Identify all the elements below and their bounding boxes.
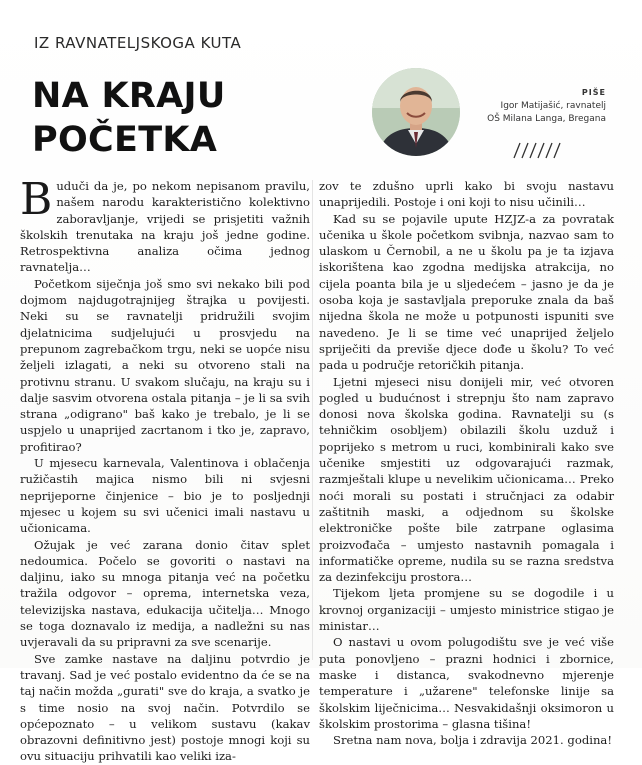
decorative-slashes-icon [508, 140, 568, 160]
section-label: IZ RAVNATELJSKOGA KUTA [34, 34, 242, 52]
author-name: Igor Matijašić, ravnatelj [500, 101, 606, 111]
author-school: OŠ Milana Langa, Bregana [487, 114, 606, 124]
author-label: PIŠE [581, 88, 606, 97]
article-paragraph: Ožujak je već zarana donio čitav splet nedoumica. Počelo se govoriti o nastavi na daljinu, iako su mnoga pitanja već na početku tražila odgovor – oprema, internetska veza, televizijska nastava, edukacija učitelja… Mnogo se toga doznavalo iz medija, a nadležni su nas uvjeravali da su pripravni za sve scenarije. [20, 537, 310, 650]
title-line-1: NA KRAJU [32, 76, 226, 116]
article-paragraph: zov te zdušno uprli kako bi svoju nastavu unaprijedili. Postoje i oni koji to nisu učinili… [319, 179, 614, 210]
article-paragraph: O nastavi u ovom polugodištu sve je već više puta ponovljeno – prazni hodnici i zbornice, maske i distanca, svakodnevno mjerenje temperature i „užarene" telefonske linije sa školskim liječnicima… Nesvakidašnji oksimoron u školskim prostorima – glasna tišina! [319, 635, 614, 731]
article-paragraph: Sretna nam nova, bolja i zdravija 2021. godina! [333, 733, 612, 748]
article-column-right [319, 178, 614, 748]
article-paragraph: Kad su se pojavile upute HZJZ-a za povratak učenika u škole početkom svibnja, nazvao sam to ulaskom u Černobil, a ne u školu pa je ta izjava iskorištena kao zgodna medijska atrakcija, no cijela poanta bila je u sljedećem – jasno je da je osoba koja je sastavljala preporuke znala da baš nijedna škola ne može u potpunosti ispuniti sve navedeno. Je li se time već unaprijed željelo spriječiti da previše djece dođe u školu? To već pada u područje retoričkih pitanja. [319, 211, 614, 373]
paragraph-text: uduči da je, po nekom nepisanom pravilu, našem narodu karakteristično kolektivno zaboravljanje, vrijedi se prisjetiti važnih školskih trenutaka na kraju još jedne godine. Retrospektivna analiza očima jednog ravnatelja… [20, 179, 310, 275]
article-title [32, 74, 226, 162]
article-column-left [20, 174, 310, 765]
drop-cap: B [20, 174, 53, 225]
article-paragraph: U mjesecu karnevala, Valentinova i oblačenja ružičastih majica nismo bili ni svjesni neprijeporne činjenice – bio je to posljednji mjesec u kojem su svi učenici imali nastavu u učionicama. [20, 456, 310, 536]
author-byline [466, 88, 606, 126]
article-paragraph: Početkom siječnja još smo svi nekako bili pod dojmom najdugotrajnijeg štrajka u povijesti. Neki su se ravnatelji pridružili svojim djelatnicima sudjelujući u prosvjedu na prepunom zagrebačkom trgu, neki se uopće nisu željeli izlagati, a neki su otvoreno stali na protivnu stranu. U svakom slučaju, na kraju su i dalje sasvim otvorena ostala pitanja – je li sa svih strana „odigrano" baš kako je trebalo, je li se uspjelo u unaprijed zacrtanom i tko je, zapravo, profitirao? [20, 276, 310, 454]
column-divider [312, 180, 313, 660]
author-photo [372, 68, 460, 156]
article-paragraph: Sve zamke nastave na daljinu potvrdio je travanj. Sad je već postalo evidentno da će se na taj način možda „gurati" sve do kraja, a svatko je s time nosio na svoj način. Potvrdilo se općepoznato – u velikom sustavu (kakav obrazovni definitivno jest) postoje mnogi koji su ovu situaciju prihvatili kao veliki iza- [20, 651, 310, 764]
article-paragraph [20, 174, 310, 276]
article-paragraph: Ljetni mjeseci nisu donijeli mir, već otvoren pogled u budućnost i strepnju što nam zapravo donosi nova školska godina. Ravnatelji su (s tehničkim osobljem) obilazili školu uzduž i poprijeko s metrom u ruci, kombinirali kako sve učenike smjestiti uz odgovarajući razmak, razmještali klupe u nevelikim učionicama… Preko noći morali su postati i stručnjaci za odabir zaštitnih maski, a odjednom su školske elektroničke pošte bile zatrpane oglasima proizvođača – umjesto nastavnih pomagala i informatičke opreme, nudila su se razna sredstva za dezinfekciju prostora… [319, 374, 614, 585]
title-line-2: POČETKA [32, 120, 218, 160]
article-paragraph: Tijekom ljeta promjene su se dogodile i u krovnoj organizaciji – umjesto ministrice stigao je ministar… [319, 586, 614, 634]
